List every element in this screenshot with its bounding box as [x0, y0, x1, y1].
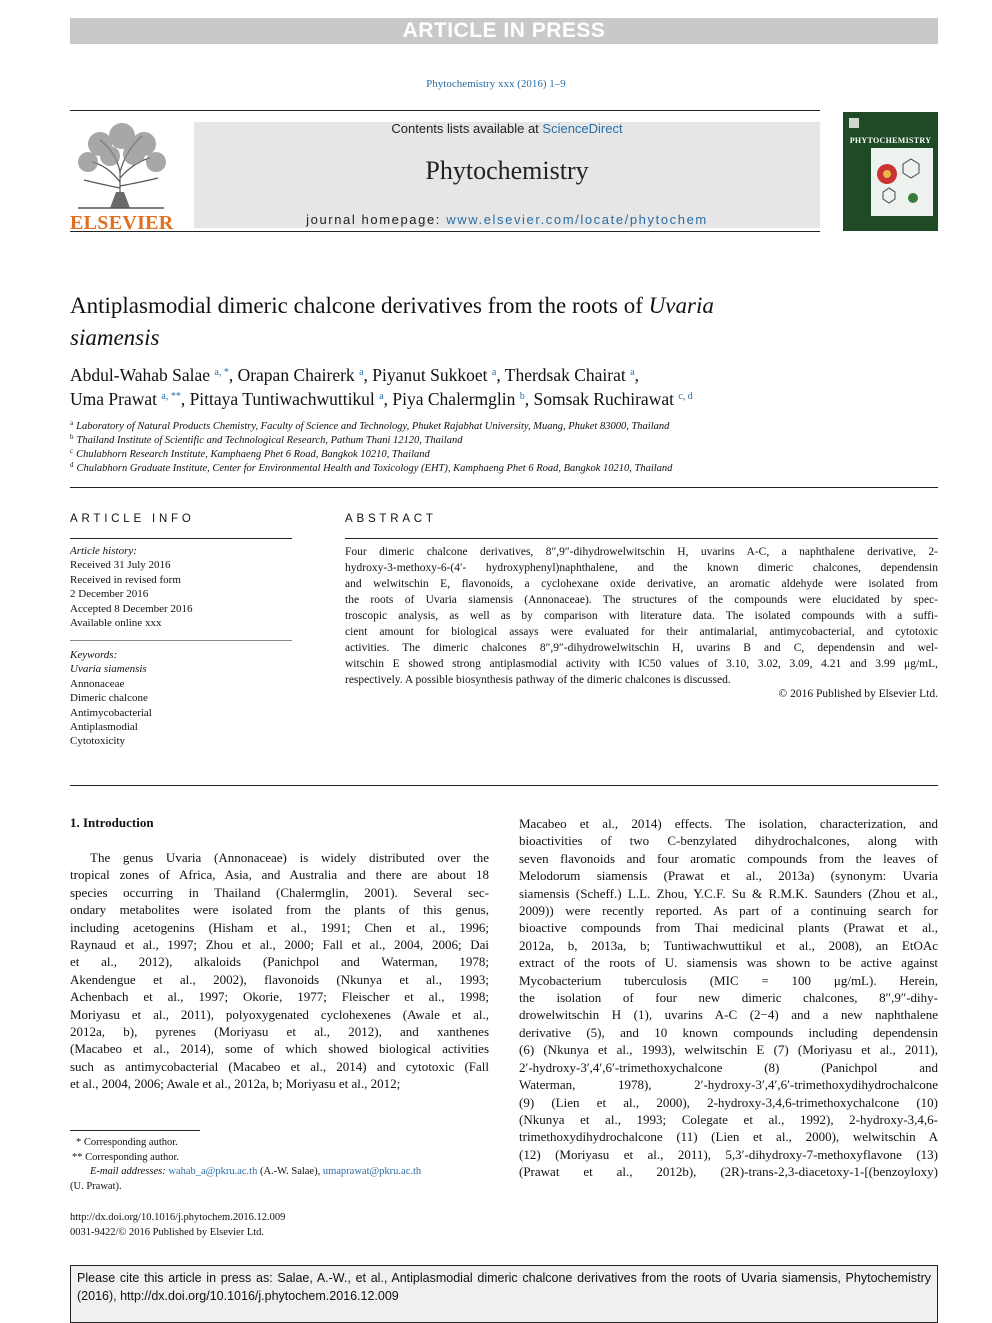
history-item: Received 31 July 2016: [70, 559, 171, 572]
keyword-item: Antimycobacterial: [70, 706, 152, 719]
body-text-line: seven flavonoids and four aromatic compounds from the leaves of: [519, 850, 938, 866]
title-species: siamensis: [70, 325, 160, 350]
footnote-email-owner: (U. Prawat).: [70, 1181, 122, 1192]
author-name[interactable]: Uma Prawat: [70, 389, 157, 409]
author-name[interactable]: Abdul-Wahab Salae: [70, 365, 210, 385]
body-text-line: (12) (Moriyasu et al., 2011), 5,3′-dihydroxy-7-methoxyflavone (13): [519, 1146, 938, 1162]
body-text-line: (9) (Lien et al., 2000), 2-hydroxy-3,4,6-trimethoxychalcone (10): [519, 1094, 938, 1110]
title-text: Antiplasmodial dimeric chalcone derivatives from the roots of: [70, 293, 649, 318]
author-affil-marker[interactable]: a: [359, 367, 364, 378]
body-text-line: Raynaud et al., 1997; Zhou et al., 2000; Fall et al., 2004, 2006; Dai: [70, 937, 489, 953]
body-text-line: et al., 2004, 2006; Awale et al., 2012a, b; Moriyasu et al., 2012;: [70, 1076, 401, 1092]
author-name[interactable]: Piyanut Sukkoet: [372, 365, 488, 385]
issn-line: 0031-9422/© 2016 Published by Elsevier Ltd.: [70, 1227, 265, 1238]
keyword-item: Uvaria siamensis: [70, 663, 147, 676]
footnote-rule: [70, 1130, 200, 1131]
keyword-item: Antiplasmodial: [70, 721, 138, 734]
body-text-line: Macabeo et al., 2014) effects. The isolation, characterization, and: [519, 816, 938, 831]
abstract-copyright: © 2016 Published by Elsevier Ltd.: [778, 688, 938, 700]
article-title: [70, 290, 930, 354]
body-text-line: Moriyasu et al., 2011), polyoxygenated cyclohexenes (Awale et al.,: [70, 1006, 489, 1022]
body-text-line: tropical zones of Africa, Asia, and Australia and there are about 18: [70, 867, 489, 883]
footnote-corresponding-1: * Corresponding author.: [76, 1137, 178, 1148]
history-item: Received in revised form: [70, 573, 181, 586]
journal-cover-thumbnail[interactable]: [843, 112, 938, 231]
history-item: Accepted 8 December 2016: [70, 602, 193, 615]
body-text-line: Mycobacterium tuberculosis (MIC = 100 μg/mL). Herein,: [519, 972, 938, 988]
homepage-link[interactable]: www.elsevier.com/locate/phytochem: [446, 212, 708, 227]
banner-text: ARTICLE IN PRESS: [402, 19, 606, 42]
affiliation-marker: d: [70, 461, 74, 469]
body-text-line: Melodorum siamensis (Prawat et al., 2013a) (synonym: Uvaria: [519, 868, 938, 884]
body-text-line: including acetogenins (Hisham et al., 1991; Chen et al., 1996;: [70, 919, 489, 935]
cover-artwork: [843, 112, 938, 231]
email-link[interactable]: umaprawat@pkru.ac.th: [322, 1166, 422, 1177]
body-text-line: (6) (Nkunya et al., 1993), welwitschin E (7) (Moriyasu et al., 2011),: [519, 1042, 938, 1058]
author-name[interactable]: Orapan Chairerk: [237, 365, 355, 385]
journal-reference[interactable]: Phytochemistry xxx (2016) 1–9: [426, 78, 566, 90]
header-bottom-rule: [70, 231, 820, 232]
abstract-line: troscopic analysis, as well as by comparison with literature data. The isolated compounds with a suffi-: [345, 610, 938, 622]
author-affil-marker[interactable]: a: [491, 367, 497, 378]
keywords-rule: [70, 640, 292, 641]
history-item: 2 December 2016: [70, 588, 149, 601]
author-name[interactable]: Therdsak Chairat: [504, 365, 626, 385]
body-text-line: drowelwitschin H (1), uvarins A-C (2−4) and a new naphthalene: [519, 1007, 938, 1023]
body-right-column: [519, 815, 938, 1181]
abstract-line: activities. The dimeric chalcones 8″,9″-dihydrowelwitschin H, uvarins B and C, dependensin and wel-: [345, 642, 938, 654]
affiliation-marker: c: [70, 447, 74, 455]
body-text-line: siamensis (Scheff.) L.L. Zhou, Y.C.F. Su & R.M.K. Saunders (Zhou et al.,: [519, 885, 938, 901]
history-label: Article history:: [70, 545, 137, 557]
abstract-line: the roots of Uvaria siamensis (Annonaceae). The structures of the compounds were elucidated by spec-: [345, 594, 938, 606]
author-affil-marker[interactable]: a: [379, 391, 384, 402]
email-label: E-mail addresses:: [90, 1166, 169, 1177]
abstract-line: cient amount for biological assays were evaluated for their antimalarial, antimycobacterial, and cytotoxic: [345, 626, 938, 638]
author-affil-marker[interactable]: a: [630, 367, 635, 378]
section-divider: [70, 487, 938, 488]
body-text-line: such as antimycobacterial (Macabeo et al., 2014) and cytotoxic (Fall: [70, 1058, 489, 1074]
title-genus: Uvaria: [648, 293, 714, 318]
body-text-line: et al., 2012), alkaloids (Panichpol and Waterman, 1978;: [70, 954, 489, 970]
affiliation-text: Chulabhorn Research Institute, Kamphaeng Phet 6 Road, Bangkok 10210, Thailand: [76, 449, 430, 460]
article-info-rule: [70, 538, 292, 539]
author-name[interactable]: Pittaya Tuntiwachwuttikul: [189, 389, 375, 409]
abstract-line: witschin E showed strong antiplasmodial activity with IC50 values of 3.10, 3.02, 3.09, 4.21 and 3.99 μg/mL,: [345, 658, 938, 670]
abstract-text: [345, 544, 938, 688]
body-text-line: extract of the roots of U. siamensis was shown to be active against: [519, 955, 938, 971]
affiliation-marker: b: [70, 433, 74, 441]
header-top-rule: [70, 110, 820, 111]
abstract-line: respectively. A possible biosynthesis pathway of the dimeric chalcones is discussed.: [345, 674, 731, 686]
keyword-item: Dimeric chalcone: [70, 692, 148, 705]
keyword-item: Annonaceae: [70, 677, 125, 690]
keyword-item: Cytotoxicity: [70, 735, 125, 748]
history-item: Available online xxx: [70, 617, 162, 630]
body-text-line: 2009)) were recently reported. As part of a continuing search for: [519, 903, 938, 919]
affiliation-marker: a: [70, 419, 74, 427]
email-owner: (A.-W. Salae),: [257, 1166, 323, 1177]
body-text-line: The genus Uvaria (Annonaceae) is widely distributed over the: [90, 850, 489, 865]
homepage-label: journal homepage:: [306, 212, 447, 227]
body-left-column: [70, 849, 489, 1093]
affiliation-text: Laboratory of Natural Products Chemistry, Faculty of Science and Technology, Phuket Rajabhat University, Muang, Phuket 83000, Thailand: [76, 421, 670, 432]
abstract-line: hydroxy-3-methoxy-6-(4′- hydroxyphenyl)naphthalene, and the known dimeric chalcones, dependensin: [345, 562, 938, 574]
body-text-line: 2012a, b), pyrenes (Moriyasu et al., 2012), and xanthenes: [70, 1024, 489, 1040]
journal-homepage: [194, 212, 820, 227]
cover-title: PHYTOCHEMISTRY: [849, 136, 932, 145]
introduction-heading: 1. Introduction: [70, 815, 154, 830]
article-info-heading: ARTICLE INFO: [70, 513, 195, 525]
footnote-emails: [70, 1165, 490, 1180]
body-text-line: the isolation of four new dimeric chalcones, 8″,9″-dihy-: [519, 990, 938, 1006]
keywords-label: Keywords:: [70, 649, 118, 661]
citation-box: [70, 1265, 938, 1323]
body-text-line: (Nkunya et al., 1993; Colegate et al., 1992), 2-hydroxy-3,4,6-: [519, 1111, 938, 1127]
affiliation: [70, 458, 930, 476]
article-history: [70, 544, 292, 630]
body-text-line: (Macabeo et al., 2014), some of which showed biological activities: [70, 1041, 489, 1057]
doi-link[interactable]: http://dx.doi.org/10.1016/j.phytochem.2016.12.009: [70, 1212, 286, 1223]
author-affil-marker[interactable]: a, *: [214, 367, 229, 378]
body-text-line: 2012a, b, 2013a, b; Tuntiwachwuttikul et al., 2008), an EtOAc: [519, 937, 938, 953]
author-affil-marker[interactable]: c, d: [678, 391, 693, 402]
contents-line: [194, 121, 820, 136]
author-affil-marker[interactable]: b: [519, 391, 525, 402]
body-text-line: trimethoxydihydrochalcone (11) (Lien et al., 2000), welwitschin A: [519, 1129, 938, 1145]
citation-text: Please cite this article in press as: Salae, A.-W., et al., Antiplasmodial dimeric chalcone derivatives from the roots of Uvaria siamensis, Phytochemistry (2016), http://dx.doi.org/10.1016/j.phytochem.2016.12.009: [77, 1271, 931, 1303]
body-text-line: derivative (5), and 10 known compounds including dependensin: [519, 1024, 938, 1040]
article-in-press-banner: [70, 18, 938, 44]
author-list: Abdul-Wahab Salae $^{a, *}$, Orapan Chairerk $^a$, Piyanut Sukkoet $^a$, Therdsak Chairat $^a$, Uma Prawat $^{a, **}$, Pittaya Tuntiwachwuttikul $^a$, Piya Chalermglin $^b$, Somsak Ruchirawat $^{c, d}$: [70, 365, 693, 409]
affiliation-text: Chulabhorn Graduate Institute, Center for Environmental Health and Toxicology (EHT), Kamphaeng Phet 6 Road, Bangkok 10210, Thailand: [76, 463, 673, 474]
body-text-line: 2′-hydroxy-3′,4′,6′-trimethoxychalcone (8) (Panichpol and: [519, 1059, 938, 1075]
body-text-line: bioactivities of two C-benzylated dihydrochalcones, along with: [519, 833, 938, 849]
abstract-rule: [345, 538, 938, 539]
abstract-line: and welwitschin E, flavonoids, a cyclohexane oxide derivative, an aromatic aldehyde were isolated from: [345, 578, 938, 590]
abstract-heading: ABSTRACT: [345, 513, 437, 525]
body-text-line: bioactive compounds from Thai medicinal plants (Prawat et al.,: [519, 920, 938, 936]
journal-name: Phytochemistry: [425, 156, 589, 185]
body-text-line: Akendengue et al., 2002), flavonoids (Nkunya et al., 1993;: [70, 971, 489, 987]
body-text-line: species occurring in Thailand (Chalermglin, 2001). Several sec-: [70, 884, 489, 900]
sciencedirect-link[interactable]: ScienceDirect: [542, 121, 623, 136]
contents-prefix: Contents lists available at: [391, 121, 543, 136]
body-text-line: (Prawat et al., 2012b), (2R)-trans-2,3-diacetoxy-1-[(benzoyloxy): [519, 1164, 938, 1180]
affiliation-text: Thailand Institute of Scientific and Technological Research, Pathum Thani 12120, Thailand: [76, 435, 463, 446]
elsevier-wordmark[interactable]: ELSEVIER: [70, 212, 174, 234]
author-name[interactable]: Piya Chalermglin: [392, 389, 516, 409]
email-link[interactable]: wahab_a@pkru.ac.th: [168, 1166, 258, 1177]
author-name[interactable]: Somsak Ruchirawat: [533, 389, 674, 409]
keywords-block: [70, 648, 292, 749]
body-text-line: Waterman, 1978), 2′-hydroxy-3′,4′,6′-trimethoxydihydrochalcone: [519, 1077, 938, 1093]
abstract-line: Four dimeric chalcone derivatives, 8″,9″-dihydrowelwitschin H, uvarins A-C, a naphthalene derivative, 2-: [345, 546, 938, 558]
section-divider: [70, 785, 938, 786]
body-text-line: Achenbach et al., 1997; Okorie, 1977; Fleischer et al., 1998;: [70, 989, 489, 1005]
footnote-corresponding-2: ** Corresponding author.: [72, 1152, 180, 1163]
author-affil-marker[interactable]: a, **: [161, 391, 181, 402]
body-text-line: ondary metabolites were isolated from the plants of this genus,: [70, 902, 489, 918]
